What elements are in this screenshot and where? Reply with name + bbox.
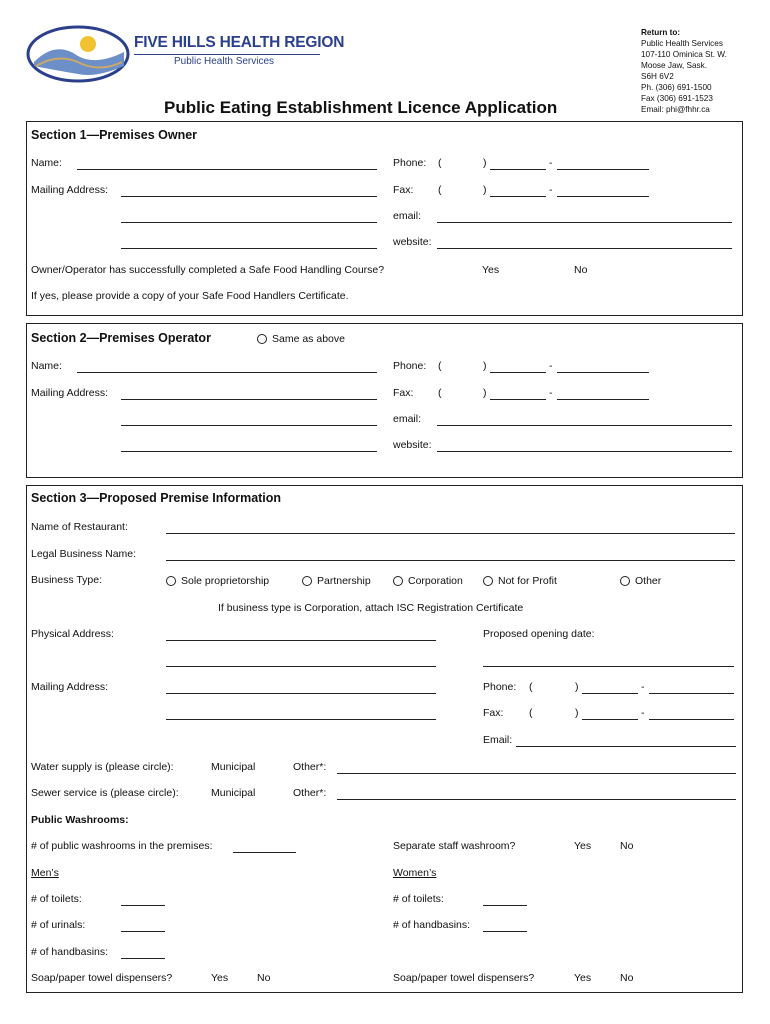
s2-same-as-above[interactable] xyxy=(257,333,345,345)
radio-icon[interactable] xyxy=(302,576,312,586)
s1-mailing-field-3[interactable] xyxy=(121,248,377,249)
return-label: Return to: xyxy=(641,28,681,37)
s1-mailing-field-1[interactable] xyxy=(121,196,377,197)
return-line: Moose Jaw, Sask. xyxy=(641,61,707,70)
s3-mailing-label: Mailing Address: xyxy=(31,681,109,693)
s3-staff-label: Separate staff washroom? xyxy=(393,840,516,852)
s3-opening-field[interactable] xyxy=(483,666,734,667)
s3-phone-field-a[interactable] xyxy=(582,693,638,694)
s3-phone-close: ) xyxy=(575,681,579,693)
s1-phone-field-a[interactable] xyxy=(490,169,546,170)
section-2-box xyxy=(26,323,743,478)
s2-fax-close: ) xyxy=(483,387,487,399)
org-underline xyxy=(134,54,320,55)
s1-fax-dash: - xyxy=(549,184,553,196)
btype-sole[interactable] xyxy=(166,575,269,587)
s3-opening-label: Proposed opening date: xyxy=(483,628,595,640)
btype-corporation[interactable] xyxy=(393,575,463,587)
s3-men-soap-yes[interactable]: Yes xyxy=(211,972,229,984)
s2-fax-field-a[interactable] xyxy=(490,399,546,400)
s1-name-label: Name: xyxy=(31,157,62,169)
s2-phone-dash: - xyxy=(549,360,553,372)
return-line: Ph. (306) 691-1500 xyxy=(641,83,712,92)
s3-btype-label: Business Type: xyxy=(31,574,103,586)
s2-fax-dash: - xyxy=(549,387,553,399)
s3-women-soap-label: Soap/paper towel dispensers? xyxy=(393,972,535,984)
s2-phone-field-b[interactable] xyxy=(557,372,649,373)
s3-sewer-other-field[interactable] xyxy=(337,799,736,800)
org-subtitle: Public Health Services xyxy=(174,56,275,67)
s1-website-field[interactable] xyxy=(437,248,732,249)
s3-men-handbasins-field[interactable] xyxy=(121,958,165,959)
return-line: Public Health Services xyxy=(641,39,723,48)
s1-email-label: email: xyxy=(393,210,422,222)
section-1-title: Section 1—Premises Owner xyxy=(31,128,198,142)
s1-fax-field-a[interactable] xyxy=(490,196,546,197)
s2-name-label: Name: xyxy=(31,360,62,372)
s1-phone-open: ( xyxy=(438,157,442,169)
s3-sewer-other-label: Other*: xyxy=(293,787,327,799)
s1-phone-label: Phone: xyxy=(393,157,427,169)
s3-mens-heading: Men’s xyxy=(31,867,59,879)
org-name: FIVE HILLS HEALTH REGION xyxy=(134,34,345,51)
s3-fax-field-b[interactable] xyxy=(649,719,734,720)
s3-legal-label: Legal Business Name: xyxy=(31,548,137,560)
s3-men-toilets-label: # of toilets: xyxy=(31,893,82,905)
s3-email-field[interactable] xyxy=(516,746,736,747)
s3-women-toilets-field[interactable] xyxy=(483,905,527,906)
s1-phone-field-b[interactable] xyxy=(557,169,649,170)
return-line: 107-110 Ominica St. W. xyxy=(641,50,727,59)
s2-mailing-field-1[interactable] xyxy=(121,399,377,400)
s1-website-label: website: xyxy=(393,236,432,248)
s3-email-label: Email: xyxy=(483,734,513,746)
s3-fax-label: Fax: xyxy=(483,707,504,719)
s3-mailing-field-1[interactable] xyxy=(166,693,436,694)
s3-restaurant-label: Name of Restaurant: xyxy=(31,521,128,533)
btype-other-label: Other xyxy=(635,575,662,587)
s3-physical-label: Physical Address: xyxy=(31,628,114,640)
s1-mailing-field-2[interactable] xyxy=(121,222,377,223)
return-line: S6H 6V2 xyxy=(641,72,674,81)
s3-sewer-municipal[interactable]: Municipal xyxy=(211,787,256,799)
s3-legal-field[interactable] xyxy=(166,560,735,561)
s1-mailing-label: Mailing Address: xyxy=(31,184,109,196)
s3-womens-heading: Women’s xyxy=(393,867,437,879)
s1-course-no[interactable]: No xyxy=(574,264,588,276)
s1-name-field[interactable] xyxy=(77,169,377,170)
s3-women-soap-yes[interactable]: Yes xyxy=(574,972,592,984)
s3-fax-open: ( xyxy=(529,707,533,719)
s3-phone-label: Phone: xyxy=(483,681,517,693)
s1-phone-close: ) xyxy=(483,157,487,169)
section-3-box xyxy=(26,485,743,993)
s2-same-label: Same as above xyxy=(272,333,345,345)
s2-mailing-field-3[interactable] xyxy=(121,451,377,452)
s3-women-handbasins-label: # of handbasins: xyxy=(393,919,471,931)
return-line: Email: phi@fhhr.ca xyxy=(641,105,710,114)
s3-men-toilets-field[interactable] xyxy=(121,905,165,906)
s3-mailing-field-2[interactable] xyxy=(166,719,436,720)
s3-men-urinals-field[interactable] xyxy=(121,931,165,932)
s3-phone-dash: - xyxy=(641,681,645,693)
s3-sewer-label: Sewer service is (please circle): xyxy=(31,787,179,799)
s3-fax-dash: - xyxy=(641,707,645,719)
s3-fax-close: ) xyxy=(575,707,579,719)
s3-fax-field-a[interactable] xyxy=(582,719,638,720)
s3-men-handbasins-label: # of handbasins: xyxy=(31,946,109,958)
s2-mailing-field-2[interactable] xyxy=(121,425,377,426)
s3-men-soap-no[interactable]: No xyxy=(257,972,271,984)
btype-other[interactable] xyxy=(620,575,661,587)
s3-water-other-label: Other*: xyxy=(293,761,327,773)
s3-phone-open: ( xyxy=(529,681,533,693)
s2-website-label: website: xyxy=(393,439,432,451)
btype-partnership-label: Partnership xyxy=(317,575,371,587)
s1-fax-label: Fax: xyxy=(393,184,414,196)
s3-num-public-label: # of public washrooms in the premises: xyxy=(31,840,213,852)
btype-sole-label: Sole proprietorship xyxy=(181,575,270,587)
btype-nonprofit-label: Not for Profit xyxy=(498,575,557,587)
s3-physical-field-1[interactable] xyxy=(166,640,436,641)
s1-fax-close: ) xyxy=(483,184,487,196)
btype-nonprofit[interactable] xyxy=(483,575,557,587)
s3-men-soap-label: Soap/paper towel dispensers? xyxy=(31,972,173,984)
s3-water-municipal[interactable]: Municipal xyxy=(211,761,256,773)
page-title: Public Eating Establishment Licence Application xyxy=(164,98,558,117)
s2-phone-field-a[interactable] xyxy=(490,372,546,373)
btype-partnership[interactable] xyxy=(302,575,371,587)
s2-mailing-label: Mailing Address: xyxy=(31,387,109,399)
s3-staff-no[interactable]: No xyxy=(620,840,634,852)
s2-phone-open: ( xyxy=(438,360,442,372)
section-1-box xyxy=(26,121,743,316)
s3-washrooms-heading: Public Washrooms: xyxy=(31,814,129,826)
s3-num-public-field[interactable] xyxy=(233,852,296,853)
s1-course-question: Owner/Operator has successfully completed a Safe Food Handling Course? xyxy=(31,264,385,276)
radio-icon[interactable] xyxy=(620,576,630,586)
s1-phone-dash: - xyxy=(549,157,553,169)
radio-icon[interactable] xyxy=(483,576,493,586)
s3-water-other-field[interactable] xyxy=(337,773,736,774)
section-3-title: Section 3—Proposed Premise Information xyxy=(31,491,282,505)
s3-physical-field-2[interactable] xyxy=(166,666,436,667)
s2-email-label: email: xyxy=(393,413,422,425)
s3-women-soap-no[interactable]: No xyxy=(620,972,634,984)
s2-phone-close: ) xyxy=(483,360,487,372)
s3-men-urinals-label: # of urinals: xyxy=(31,919,86,931)
radio-icon[interactable] xyxy=(393,576,403,586)
section-2-title: Section 2—Premises Operator xyxy=(31,331,211,345)
logo xyxy=(26,22,345,84)
s3-corp-note: If business type is Corporation, attach ISC Registration Certificate xyxy=(218,602,524,614)
s3-water-label: Water supply is (please circle): xyxy=(31,761,174,773)
s2-email-field[interactable] xyxy=(437,425,732,426)
s1-email-field[interactable] xyxy=(437,222,732,223)
s3-women-toilets-label: # of toilets: xyxy=(393,893,444,905)
s1-fax-field-b[interactable] xyxy=(557,196,649,197)
s2-phone-label: Phone: xyxy=(393,360,427,372)
s3-restaurant-field[interactable] xyxy=(166,533,735,534)
return-address xyxy=(641,27,727,115)
s3-phone-field-b[interactable] xyxy=(649,693,734,694)
radio-icon[interactable] xyxy=(257,334,267,344)
radio-icon[interactable] xyxy=(166,576,176,586)
s1-fax-open: ( xyxy=(438,184,442,196)
s2-fax-open: ( xyxy=(438,387,442,399)
s2-fax-label: Fax: xyxy=(393,387,414,399)
s3-staff-yes[interactable]: Yes xyxy=(574,840,592,852)
s2-name-field[interactable] xyxy=(77,372,377,373)
btype-corporation-label: Corporation xyxy=(408,575,463,587)
s1-course-yes[interactable]: Yes xyxy=(482,264,500,276)
hills-logo-icon xyxy=(26,22,130,84)
s1-cert-note: If yes, please provide a copy of your Safe Food Handlers Certificate. xyxy=(31,290,349,302)
s2-fax-field-b[interactable] xyxy=(557,399,649,400)
s3-women-handbasins-field[interactable] xyxy=(483,931,527,932)
s2-website-field[interactable] xyxy=(437,451,732,452)
return-line: Fax (306) 691-1523 xyxy=(641,94,713,103)
